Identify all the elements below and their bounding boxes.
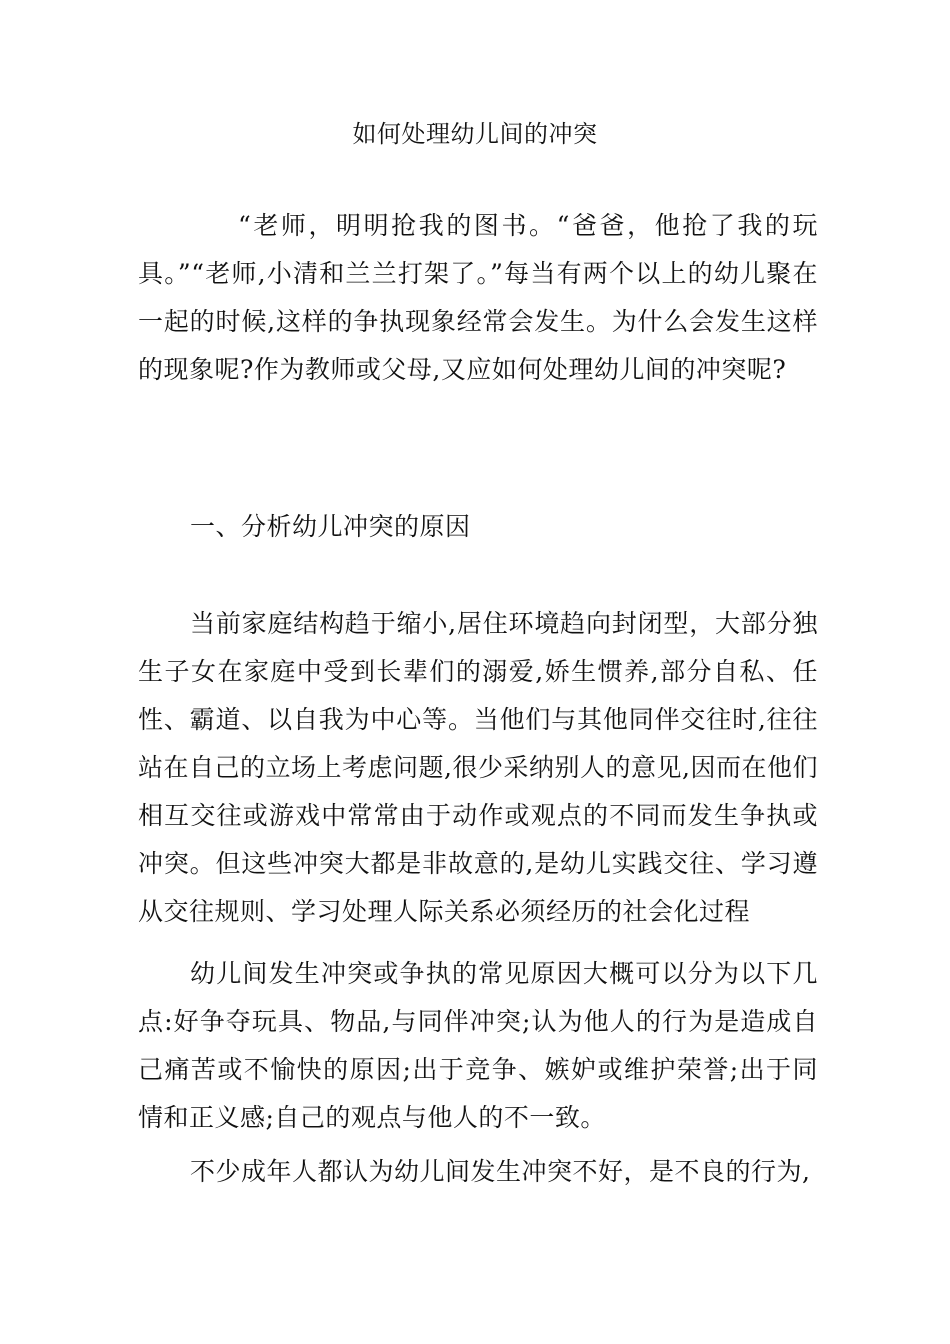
document-title: 如何处理幼儿间的冲突 <box>352 120 598 148</box>
section-heading: 一、分析幼儿冲突的原因 <box>190 512 471 541</box>
body-paragraph-1: 当前家庭结构趋于缩小,居住环境趋向封闭型，大部分独生子女在家庭中受到长辈们的溺爱,娇生惯养,部分自私、任性、霸道、以自我为中心等。当他们与其他同伴交往时,往往站在自己的立场上考虑问题,很少采纳别人的意见,因而在他们相互交往或游戏中常常由于动作或观点的不同而发生争执或冲突。但这些冲突大都是非故意的,是幼儿实践交往、学习遵从交往规则、学习处理人际关系必须经历的社会化过程 <box>138 609 818 926</box>
body-paragraph-3: 不少成年人都认为幼儿间发生冲突不好，是不良的行为, <box>190 1157 811 1186</box>
body-paragraph-2: 幼儿间发生冲突或争执的常见原因大概可以分为以下几点:好争夺玩具、物品,与同伴冲突;认为他人的行为是造成自己痛苦或不愉快的原因;出于竞争、嫉妒或维护荣誉;出于同情和正义感;自己的观点与他人的不一致。 <box>138 959 818 1132</box>
intro-paragraph: “老师，明明抢我的图书。“爸爸，他抢了我的玩具。”“老师,小清和兰兰打架了。”每当有两个以上的幼儿聚在一起的时候,这样的争执现象经常会发生。为什么会发生这样的现象呢?作为教师或父母,又应如何处理幼儿间的冲突呢? <box>138 211 818 384</box>
